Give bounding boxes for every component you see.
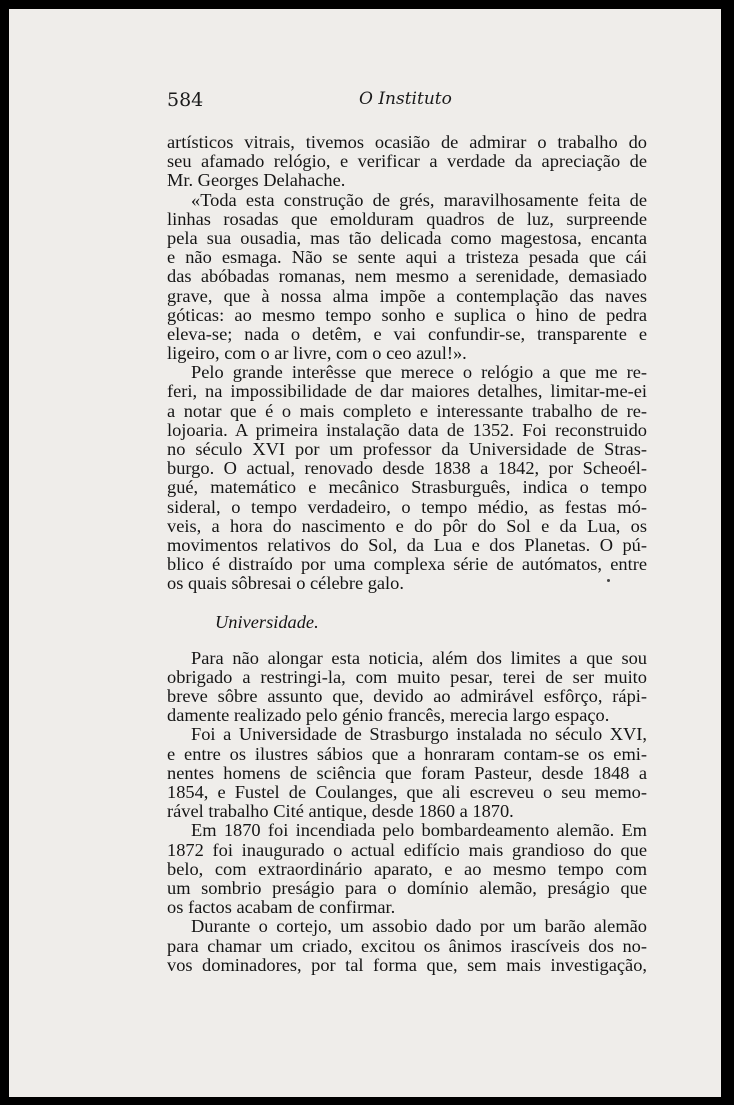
text-line: eleva-se; nada o detêm, e vai confundir-se, transparente e [167,323,647,344]
text-line: Pelo grande interêsse que merece o relógio a que me re- [191,362,647,383]
paragraph-5 [167,725,647,821]
print-speck [607,579,610,582]
text-line: Mr. Georges Delahache. [167,170,346,191]
text-line: Durante o cortejo, um assobio dado por um barão alemão [191,916,647,937]
paragraph-3 [167,363,647,593]
text-line: lojoaria. A primeira instalação data de 1352. Foi reconstruido [167,419,647,440]
paragraph-2 [167,191,647,364]
text-line: feri, na impossibilidade de dar maiores detalhes, limitar-me-ei [167,381,647,402]
text-line: artísticos vitrais, tivemos ocasião de admirar o trabalho do [167,132,647,152]
text-line: linhas rosadas que emolduram quadros de luz, surpreende [167,208,647,229]
text-line: Em 1870 foi incendiada pelo bombardeamento alemão. Em [191,820,647,841]
text-line: seu afamado relógio, e verificar a verdade da apreciação de [167,151,647,172]
page-number: 584 [167,89,204,111]
text-line: obrigado a restringi-la, com muito pesar, terei de ser muito [167,666,647,687]
paragraph-6 [167,821,647,917]
text-line: burgo. O actual, renovado desde 1838 a 1842, por Scheoél- [167,458,647,479]
text-line: veis, a hora do nascimento e do pôr do Sol e da Lua, os [167,515,647,536]
paragraph-7 [167,917,647,975]
text-line: belo, com extraordinário aparato, e ao mesmo tempo com [167,858,647,879]
text-line: para chamar um criado, excitou os ânimos irascíveis dos no- [167,935,647,956]
text-line: os factos acabam de confirmar. [167,897,396,918]
text-line: 1854, e Fustel de Coulanges, que ali escreveu o seu memo- [167,782,647,802]
text-line: pela sua ousadia, mas tão delicada como magestosa, encanta [167,227,647,248]
text-line: Para não alongar esta noticia, além dos limites a que sou [191,647,647,668]
text-line: Foi a Universidade de Strasburgo instalada no século XVI, [191,724,647,745]
text-line: «Toda esta construção de grés, maravilhosamente feita de [191,189,647,210]
text-line: e entre os ilustres sábios que a honraram contam-se os emi- [167,743,647,764]
book-page [9,9,721,1097]
text-line: nentes homens de sciência que foram Pasteur, desde 1848 a [167,762,647,783]
text-line: 1872 foi inaugurado o actual edifício mais grandioso do que [167,839,647,860]
text-line: e não esmaga. Não se sente aqui a tristeza pesada que cái [167,247,647,268]
text-line: vos dominadores, por tal forma que, sem mais investigação, [167,954,647,975]
paragraph-1 [167,133,647,191]
text-line: ligeiro, com o ar livre, com o ceo azul!». [167,343,467,364]
text-line: gué, matemático e mecânico Strasburguês, indica o tempo [167,477,647,498]
text-line: blico é distraído por uma complexa série de autómatos, entre [167,554,647,575]
text-line: breve sôbre assunto que, devido ao admirável esfôrço, rápi- [167,686,647,707]
text-line: os quais sôbresai o célebre galo. [167,573,404,594]
page-header [9,89,721,115]
text-line: grave, que à nossa alma impõe a contemplação das naves [167,285,647,306]
text-line: sideral, o tempo verdadeiro, o tempo médio, as festas mó- [167,496,647,517]
text-line: um sombrio preságio para o domínio alemão, preságio que [167,877,647,898]
running-title: O Instituto [359,89,452,109]
page-body [167,133,647,975]
text-line: rável trabalho Cité antique, desde 1860 a 1870. [167,801,514,822]
text-line: góticas: ao mesmo tempo sonho e suplica o hino de pedra [167,304,647,325]
text-line: das abóbadas romanas, nem mesmo a serenidade, demasiado [167,266,647,287]
text-line: damente realizado pelo génio francês, merecia largo espaço. [167,705,610,726]
text-line: movimentos relativos do Sol, da Lua e dos Planetas. O pú- [167,534,647,555]
section-heading: Universidade. [215,611,319,632]
text-line: a notar que é o mais completo e interessante trabalho de re- [167,400,647,421]
paragraph-4 [167,649,647,726]
text-line: no século XVI por um professor da Universidade de Stras- [167,439,647,459]
